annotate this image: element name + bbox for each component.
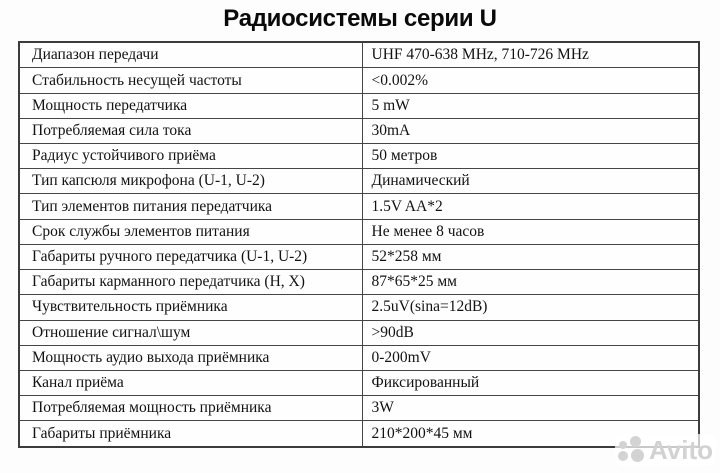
avito-watermark xyxy=(615,434,716,466)
logo-dot xyxy=(619,441,627,449)
spec-label-cell: Диапазон передачи xyxy=(19,42,362,68)
spec-table xyxy=(18,41,700,448)
spec-value-cell: 1.5V AA*2 xyxy=(362,194,699,219)
logo-dot xyxy=(618,451,628,461)
spec-label-cell: Габариты ручного передатчика (U-1, U-2) xyxy=(19,244,362,269)
table-row xyxy=(19,320,699,345)
spec-value-cell: 52*258 мм xyxy=(362,244,699,269)
page-title: Радиосистемы серии U xyxy=(223,5,497,32)
table-row xyxy=(19,194,699,219)
table-row xyxy=(19,244,699,269)
logo-dot xyxy=(631,449,644,462)
spec-label-cell: Потребляемая мощность приёмника xyxy=(19,396,362,421)
spec-value-cell: 0-200mV xyxy=(362,345,699,370)
spec-label-cell: Габариты приёмника xyxy=(19,421,362,447)
spec-label-cell: Мощность передатчика xyxy=(19,93,362,118)
table-row xyxy=(19,295,699,320)
spec-label-cell: Чувствительность приёмника xyxy=(19,295,362,320)
spec-value-cell: Динамический xyxy=(362,169,699,194)
table-row xyxy=(19,371,699,396)
spec-label-cell: Мощность аудио выхода приёмника xyxy=(19,345,362,370)
spec-value-cell: Не менее 8 часов xyxy=(362,219,699,244)
table-row xyxy=(19,93,699,118)
table-row xyxy=(19,345,699,370)
table-row xyxy=(19,169,699,194)
table-row xyxy=(19,118,699,143)
spec-label-cell: Отношение сигнал\шум xyxy=(19,320,362,345)
spec-value-cell: 210*200*45 мм xyxy=(362,421,699,447)
spec-label-cell: Габариты карманного передатчика (H, X) xyxy=(19,270,362,295)
spec-label-cell: Потребляемая сила тока xyxy=(19,118,362,143)
spec-value-cell: 5 mW xyxy=(362,93,699,118)
table-row xyxy=(19,144,699,169)
spec-value-cell: <0.002% xyxy=(362,68,699,93)
spec-value-cell: 30mA xyxy=(362,118,699,143)
spec-value-cell: 2.5uV(sina=12dB) xyxy=(362,295,699,320)
table-row xyxy=(19,42,699,68)
table-row xyxy=(19,219,699,244)
watermark-text: Avito xyxy=(648,435,713,465)
spec-label-cell: Тип элементов питания передатчика xyxy=(19,194,362,219)
spec-label-cell: Тип капсюля микрофона (U-1, U-2) xyxy=(19,169,362,194)
logo-dot xyxy=(630,436,641,447)
spec-value-cell: >90dB xyxy=(362,320,699,345)
spec-label-cell: Срок службы элементов питания xyxy=(19,219,362,244)
spec-value-cell: 87*65*25 мм xyxy=(362,270,699,295)
spec-value-cell: Фиксированный xyxy=(362,371,699,396)
table-row xyxy=(19,421,699,447)
table-row xyxy=(19,270,699,295)
table-row xyxy=(19,68,699,93)
spec-value-cell: UHF 470-638 MHz, 710-726 MHz xyxy=(362,42,699,68)
spec-label-cell: Канал приёма xyxy=(19,371,362,396)
spec-value-cell: 50 метров xyxy=(362,144,699,169)
table-row xyxy=(19,396,699,421)
spec-label-cell: Радиус устойчивого приёма xyxy=(19,144,362,169)
spec-label-cell: Стабильность несущей частоты xyxy=(19,68,362,93)
avito-logo-icon xyxy=(618,436,646,464)
spec-value-cell: 3W xyxy=(362,396,699,421)
